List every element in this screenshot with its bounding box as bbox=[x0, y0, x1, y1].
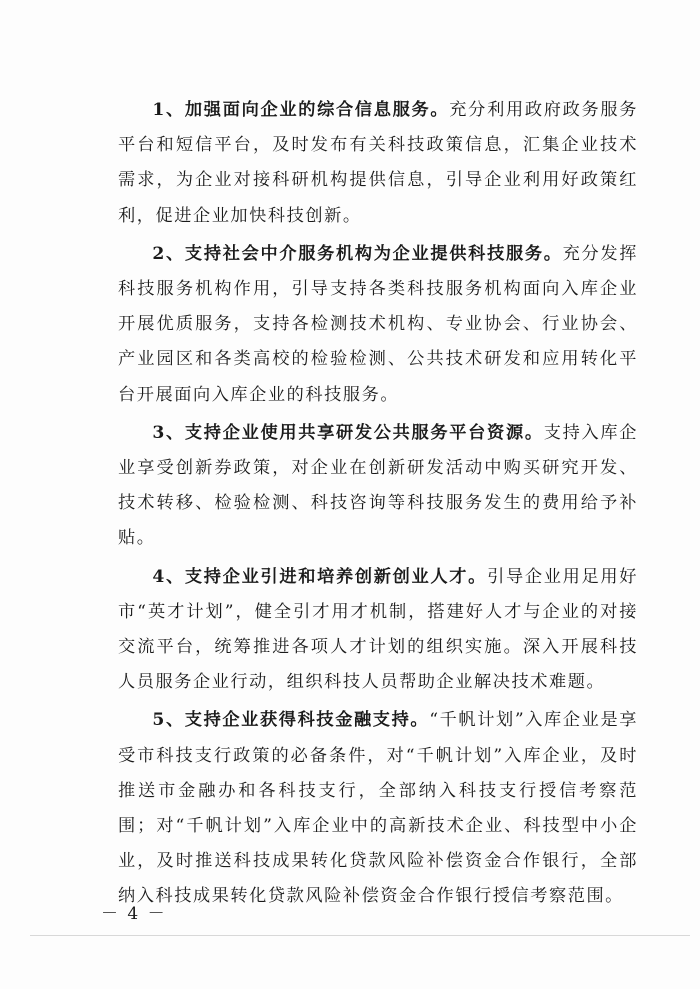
paragraph-text: 充分发挥科技服务机构作用，引导支持各类科技服务机构面向入库企业开展优质服务，支持各检测技术机构、专业协会、行业协会、产业园区和各类高校的检验检测、公共技术研发和应用转化平台开展面向入库企业的科技服务。 bbox=[118, 243, 638, 405]
paragraph-2 bbox=[118, 237, 638, 413]
paragraph-heading: 1、加强面向企业的综合信息服务。 bbox=[152, 100, 450, 120]
page-number: － 4 － bbox=[101, 904, 167, 924]
paragraph-heading: 2、支持社会中介服务机构为企业提供科技服务。 bbox=[152, 243, 563, 264]
paragraph-4 bbox=[118, 560, 638, 701]
paragraph-text: 支持入库企业享受创新券政策，对企业在创新研发活动中购买研究开发、技术转移、检验检测、科技咨询等科技服务发生的费用给予补贴。 bbox=[118, 422, 638, 549]
paragraph-1 bbox=[118, 93, 638, 234]
paragraph-3 bbox=[118, 416, 638, 557]
page-divider bbox=[30, 935, 690, 936]
paragraph-text: 充分利用政府政务服务平台和短信平台，及时发布有关科技政策信息，汇集企业技术需求，为企业对接科研机构提供信息，引导企业利用好政策红利，促进企业加快科技创新。 bbox=[118, 100, 638, 226]
paragraph-text: 引导企业用足用好市“英才计划”，健全引才用才机制，搭建好人才与企业的对接交流平台，统筹推进各项人才计划的组织实施。深入开展科技人员服务企业行动，组织科技人员帮助企业解决技术难题。 bbox=[118, 566, 638, 693]
document-body bbox=[118, 93, 638, 918]
paragraph-heading: 3、支持企业使用共享研发公共服务平台资源。 bbox=[152, 422, 544, 443]
paragraph-text: “千帆计划”入库企业是享受市科技支行政策的必备条件，对“千帆计划”入库企业，及时推送市金融办和各科技支行，全部纳入科技支行授信考察范围；对“千帆计划”入库企业中的高新技术企业、科技型中小企业，及时推送科技成果转化贷款风险补偿资金合作银行，全部纳入科技成果转化贷款风险补偿资金合作银行授信考察范围。 bbox=[118, 710, 638, 907]
paragraph-heading: 4、支持企业引进和培养创新创业人才。 bbox=[152, 566, 488, 587]
paragraph-heading: 5、支持企业获得科技金融支持。 bbox=[152, 710, 430, 731]
paragraph-5 bbox=[118, 703, 638, 914]
